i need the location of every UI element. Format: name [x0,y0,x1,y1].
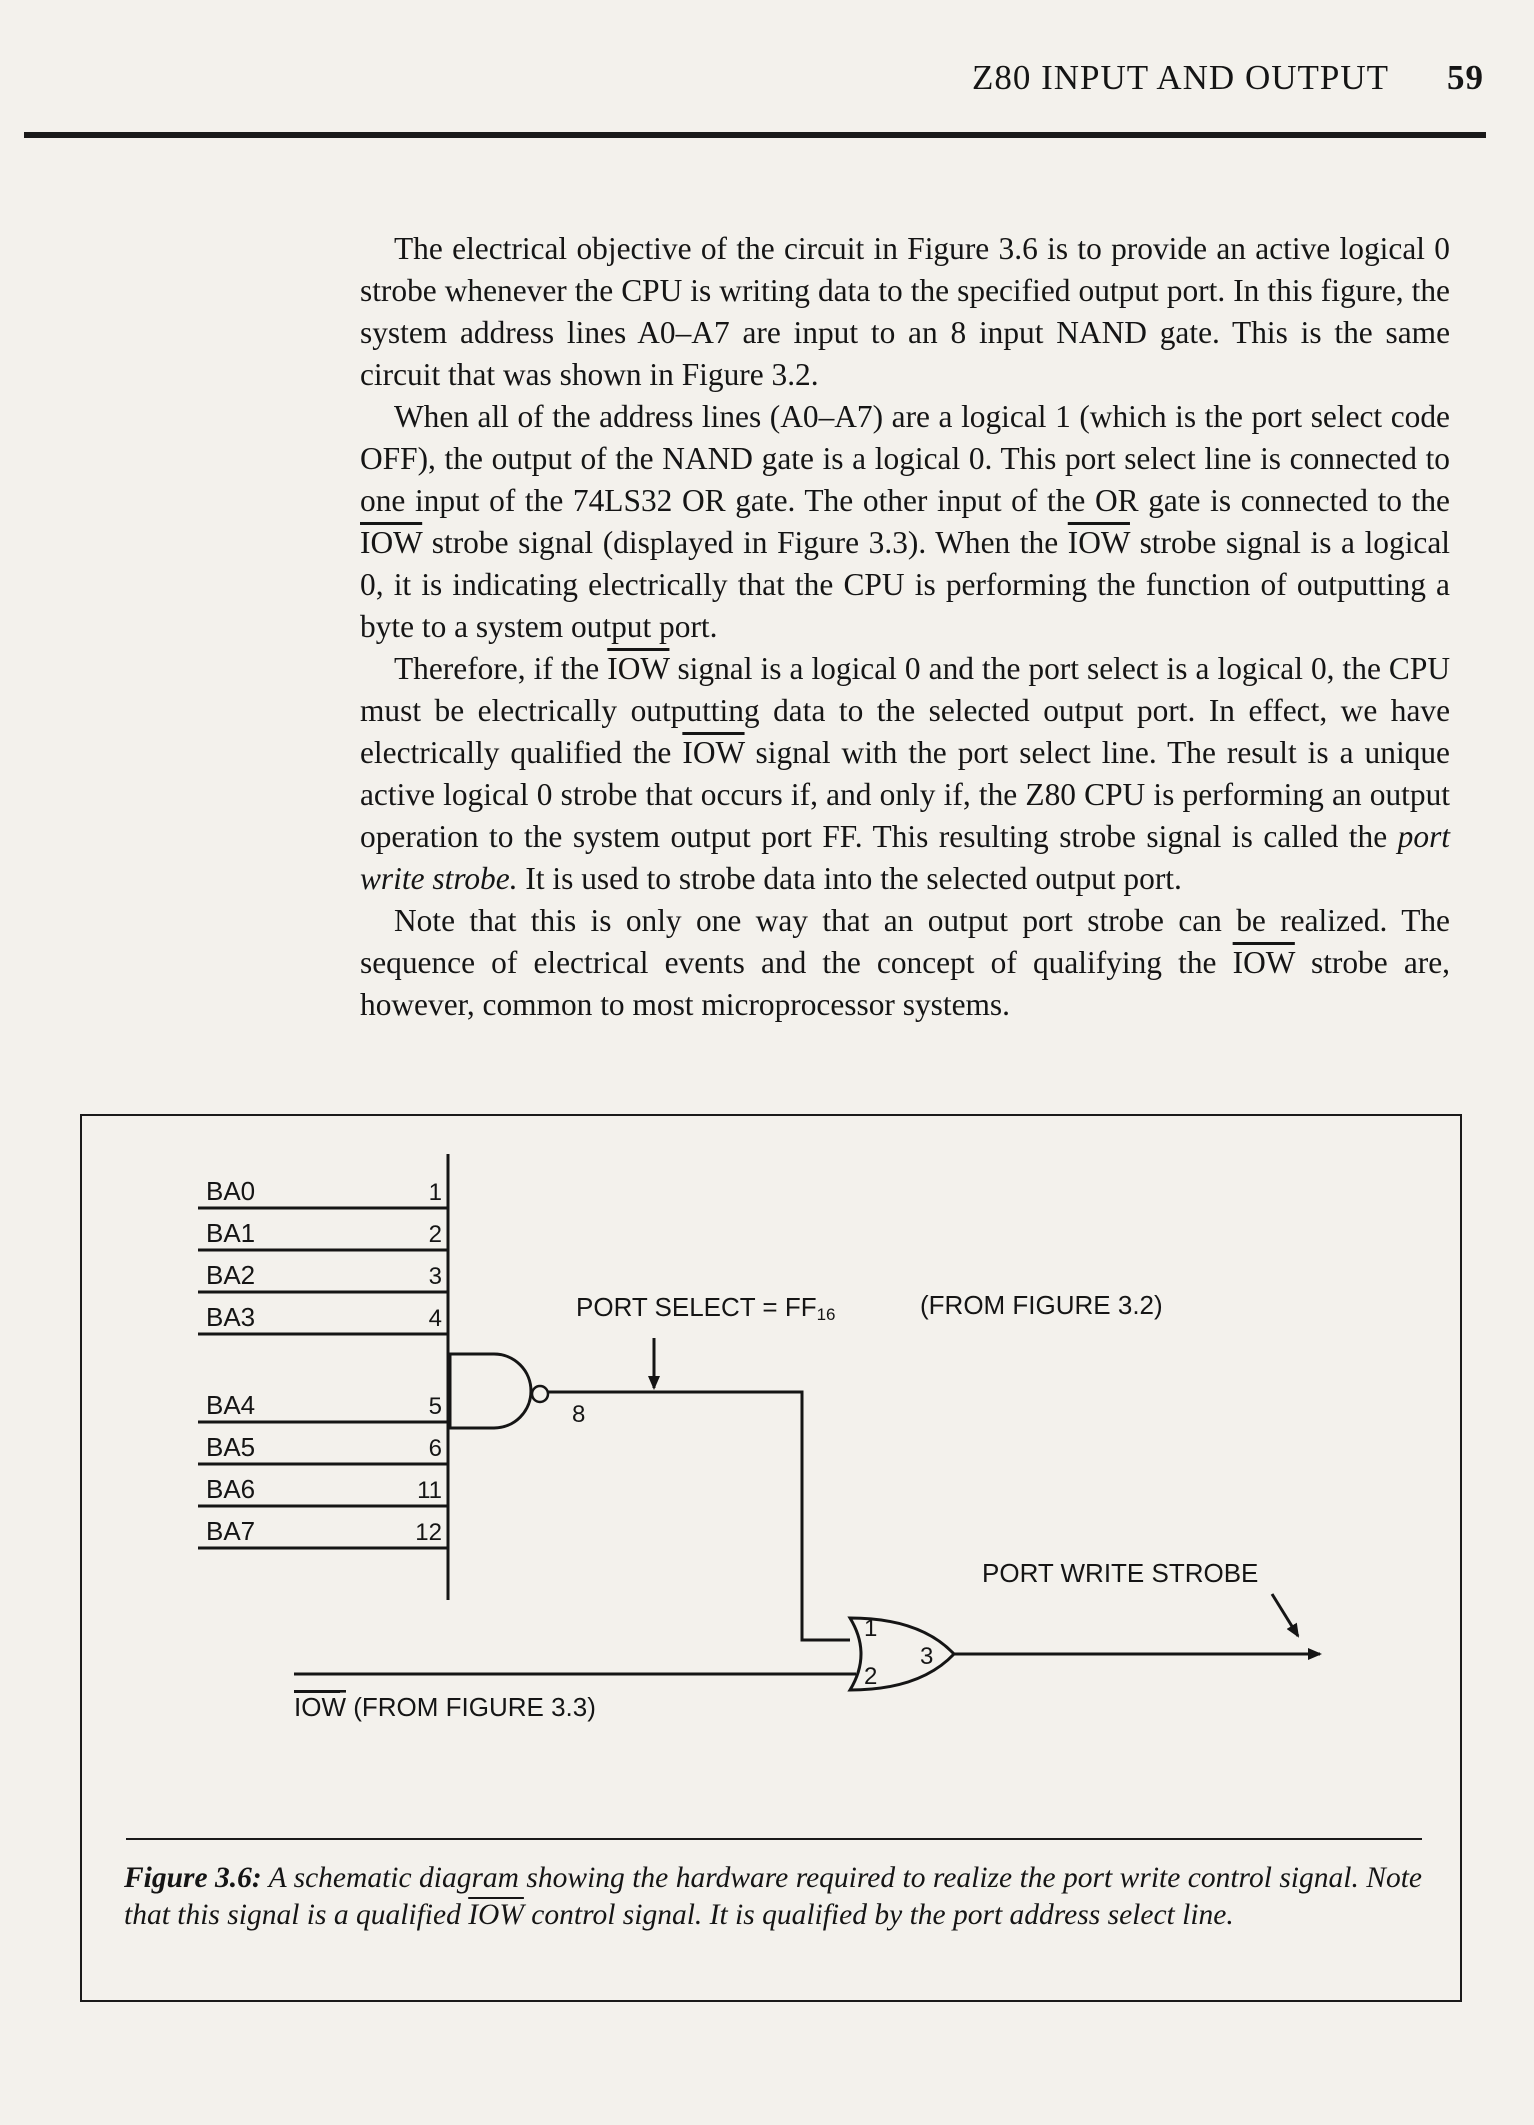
iow-label: IOW [294,1692,346,1722]
figure-caption [124,1860,1422,1934]
address-line-label: BA1 [206,1218,256,1248]
p3-text-b: signal is a logical 0 and the port select is a logical 0, the CPU must be electrically outputting data to the selected output port. In effect, we have electrically qualified the [360,651,1451,770]
caption-text-b: control signal. It is qualified by the port address select line. [523,1899,1234,1931]
nand-output-pin: 8 [572,1401,586,1428]
p3-text-a: Therefore, if the [394,651,608,686]
paragraph-3 [360,648,1450,900]
p2-text-c: strobe signal is a logical 0, it is indicating electrically that the CPU is performing the function of outputting a byte to a system output port. [360,525,1450,644]
page-number: 59 [1447,58,1484,97]
p2-text-a: When all of the address lines (A0–A7) are a logical 1 (which is the port select code OFF), the output of the NAND gate is a logical 0. This port select line is connected to one input of the 74LS32 OR gate. The other input of the OR gate is connected to the [360,399,1450,518]
caption-label: Figure 3.6: [124,1862,262,1894]
p2-text-b: strobe signal (displayed in Figure 3.3). When the [422,525,1068,560]
caption-iow: $\overline{IOW}$ [468,1899,524,1931]
address-line-label: BA7 [206,1516,256,1546]
body-text [360,228,1450,1026]
schematic-diagram [82,1116,1464,1836]
iow-overline: $\overline{IOW}$ [1232,945,1295,980]
port-write-strobe-label: PORT WRITE STROBE [982,1558,1259,1588]
iow-overline: $\overline{IOW}$ [1067,525,1130,560]
caption-text-a: A schematic diagram showing the hardware required to realize the port write control signal. Note that this signal is a qualified [124,1862,1422,1931]
pin-number: 6 [428,1435,442,1462]
address-line-label: BA3 [206,1302,256,1332]
or-pin-3: 3 [920,1643,934,1670]
pin-number: 3 [428,1263,442,1290]
port-select-label: PORT SELECT = FF16 [576,1292,836,1324]
p3-text-c: signal with the port select line. The result is a unique active logical 0 strobe that occurs if, and only if, the Z80 CPU is performing an output operation to the system output port FF. This resulting strobe signal is called the [360,735,1450,854]
paragraph-4 [360,900,1450,1026]
paragraph-2 [360,396,1450,648]
address-line-label: BA2 [206,1260,256,1290]
header-rule [24,132,1486,138]
running-head [972,58,1484,98]
pin-number: 11 [417,1477,442,1504]
address-line-label: BA0 [206,1176,256,1206]
nand-gate [450,1354,531,1428]
paragraph-1: The electrical objective of the circuit in Figure 3.6 is to provide an active logical 0 strobe whenever the CPU is writing data to the specified output port. In this figure, the system address lines A0–A7 are input to an 8 input NAND gate. This is the same circuit that was shown in Figure 3.2. [360,231,1450,392]
iow-overline: $\overline{IOW}$ [607,651,670,686]
figure-box [80,1114,1462,2002]
address-line-label: BA6 [206,1474,256,1504]
p4-text-a: Note that this is only one way that an output port strobe can be realized. The sequence of electrical events and the concept of qualifying the [360,903,1450,980]
iow-overline: $\overline{IOW}$ [682,735,745,770]
running-head-title: Z80 INPUT AND OUTPUT [972,58,1389,97]
from-figure-3-2: (FROM FIGURE 3.2) [920,1290,1163,1320]
address-inputs [198,1176,448,1548]
iow-from-label: IOW (FROM FIGURE 3.3) [294,1692,596,1722]
iow-overline: $\overline{IOW}$ [360,525,423,560]
port-select-subscript: 16 [816,1305,836,1324]
port-select-wire [548,1392,850,1640]
nand-inversion-bubble [532,1386,548,1402]
address-line-label: BA5 [206,1432,256,1462]
pin-number: 12 [415,1519,442,1546]
or-pin-2: 2 [864,1663,878,1690]
p4-text-b: strobe are, however, common to most microprocessor systems. [360,945,1451,1022]
p3-text-d: It is used to strobe data into the selected output port. [517,861,1182,896]
address-line-label: BA4 [206,1390,256,1420]
caption-rule [126,1838,1422,1840]
pin-number: 2 [428,1221,442,1248]
pin-number: 5 [428,1393,442,1420]
or-pin-1: 1 [864,1615,878,1642]
pin-number: 1 [428,1179,442,1206]
p3-emphasis: port write strobe. [360,819,1450,896]
pin-number: 4 [428,1305,442,1332]
port-write-strobe-arrow [1272,1594,1298,1636]
